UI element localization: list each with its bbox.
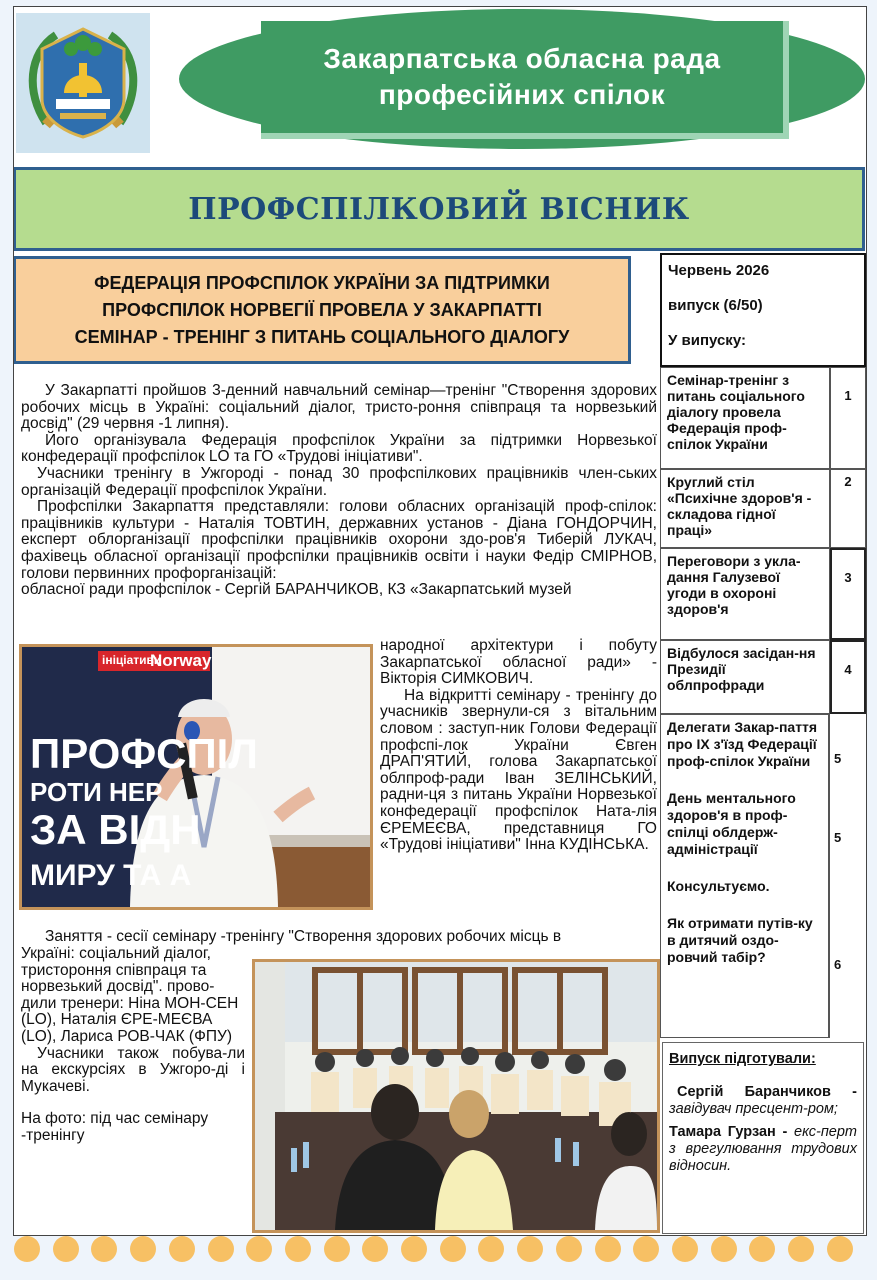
- norway-sign-small: ініціативи: [102, 653, 162, 667]
- decorative-dot: [711, 1236, 737, 1262]
- decorative-dot: [362, 1236, 388, 1262]
- photo-caption: На фото: під час семінару -тренінгу: [21, 1110, 209, 1144]
- banner-text: [30, 731, 258, 899]
- prepared-by: [662, 1042, 864, 1234]
- decorative-dot: [517, 1236, 543, 1262]
- toc-item[interactable]: Консультуємо.: [667, 878, 770, 894]
- newsletter-page: [13, 6, 867, 1236]
- toc-item[interactable]: Як отримати путів-ку в дитячий оздо-ровчий табір?: [667, 915, 813, 965]
- author-role: екс-перт з врегулювання трудових відносин.: [669, 1124, 858, 1174]
- article-paragraph: Україні: соціальний діалог, тристороння співпраця та норвезький досвід". прово-дили тренери: Ніна МОН-СЕН (LO), Наталія ЄРЕ-МЕЄВА (LO), Лариса РОВ-ЧАК (ФПУ): [21, 945, 239, 1045]
- toc-page-number: 1: [830, 367, 866, 469]
- article-body: [21, 383, 657, 599]
- decorative-dot: [169, 1236, 195, 1262]
- toc-page-number: 6: [834, 957, 842, 972]
- decorative-dot: [672, 1236, 698, 1262]
- author-role: завідувач пресцент-ром;: [669, 1101, 838, 1117]
- headline-line3: СЕМІНАР - ТРЕНІНГ З ПИТАНЬ СОЦІАЛЬНОГО ДІАЛОГУ: [74, 326, 570, 347]
- toc-page-number: 5: [834, 830, 842, 845]
- article-paragraph: У Закарпатті пройшов 3-денний навчальний семінар—тренінг "Створення здорових робочих місць в Україні: соціальний діалог, тристо-роння співпраця та норвезький досвід" (29 червня -1 липня).: [21, 382, 657, 433]
- article-paragraph: обласної ради профспілок - Сергій БАРАНЧИКОВ, КЗ «Закарпатський музей: [21, 581, 572, 599]
- article-paragraph: Його організувала Федерація профспілок України за підтримки Норвезької конфедерації профспілок LO та ГО «Трудові ініціативи".: [21, 431, 657, 466]
- in-issue-label: У випуску:: [668, 332, 746, 349]
- article-paragraph: Заняття - сесії семінару -тренінгу "Створення здорових робочих місць в: [45, 928, 562, 945]
- decorative-dot: [633, 1236, 659, 1262]
- toc-block: [660, 714, 830, 1038]
- article-paragraph: Профспілки Закарпаття представляли: голови обласних організацій проф-спілок: працівників культури - Наталія ТОВТИН, державних установ - Діана ГОНДОРЧИН, експерт облорганізації профспілки працівників охорони здо-ров'я Тиберій ЛУКАЧ, фахівець обласної організації профспілки працівників освіти і науки Федір СМІРНОВ, голови первинних профорганізацій:: [21, 498, 657, 582]
- article-body-column: [380, 638, 657, 854]
- decorative-dot: [749, 1236, 775, 1262]
- banner-text-line: РОТИ НЕР: [30, 777, 163, 807]
- banner-text-line: ПРОФСПІЛ: [30, 730, 258, 777]
- toc-item[interactable]: День ментального здоров'я в проф-спілці облдерж-адміністрації: [667, 790, 796, 857]
- toc-page-number: 5: [834, 751, 842, 766]
- org-title-line2: професійних спілок: [378, 79, 666, 110]
- org-title: [261, 21, 789, 139]
- article-body-column-left: [21, 946, 245, 1145]
- seminar-photo-image: [255, 962, 657, 1230]
- issue-number: випуск (6/50): [668, 297, 763, 314]
- article-paragraph: Учасники тренінгу в Ужгороді - понад 30 профспілкових працівників член-ських організацій Федерації профспілок України.: [21, 464, 657, 499]
- toc-item[interactable]: Переговори з укла-дання Галузевої угоди в охороні здоров'я: [660, 548, 830, 640]
- author-name: Сергій Баранчиков -: [677, 1084, 857, 1100]
- decorative-dot: [788, 1236, 814, 1262]
- banner-text-line: ЗА ВІДН: [30, 806, 201, 853]
- banner-text-line: МИРУ ТА А: [30, 859, 192, 892]
- speaker-photo: [19, 644, 373, 910]
- decorative-dot: [478, 1236, 504, 1262]
- headline-line1: ФЕДЕРАЦІЯ ПРОФСПІЛОК УКРАЇНИ ЗА ПІДТРИМКИ: [94, 272, 550, 293]
- decorative-dot: [208, 1236, 234, 1262]
- toc-page-number: 3: [830, 548, 866, 640]
- decorative-dot: [595, 1236, 621, 1262]
- org-title-line1: Закарпатська обласна рада: [323, 43, 721, 74]
- newsletter-title: ПРОФСПІЛКОВИЙ ВІСНИК: [188, 191, 690, 227]
- decorative-dot: [556, 1236, 582, 1262]
- author-name: Тамара Гурзан -: [669, 1124, 788, 1140]
- article-paragraph: народної архітектури і побуту Закарпатської обласної ради» - Вікторія СИМКОВИЧ.: [380, 637, 657, 688]
- decorative-dots: [0, 1236, 877, 1262]
- article-headline: [13, 256, 631, 364]
- decorative-dot: [130, 1236, 156, 1262]
- decorative-dot: [53, 1236, 79, 1262]
- toc-item[interactable]: Відбулося засідан-ня Президії облпрофради: [660, 640, 830, 714]
- decorative-dot: [440, 1236, 466, 1262]
- issue-info: [660, 253, 866, 367]
- article-body-line: [21, 929, 657, 946]
- decorative-dot: [246, 1236, 272, 1262]
- toc-item[interactable]: Делегати Закар-паття про IX з'їзд Федерації проф-спілок України: [667, 719, 818, 769]
- toc-item[interactable]: Семінар-тренінг з питань соціального діалогу провела Федерація проф-спілок України: [660, 367, 830, 469]
- decorative-dot: [827, 1236, 853, 1262]
- decorative-dot: [324, 1236, 350, 1262]
- prepared-by-heading: Випуск підготували:: [669, 1051, 816, 1067]
- toc-page-number: 4: [830, 640, 866, 714]
- norway-sign: Norway: [150, 651, 212, 670]
- toc-item[interactable]: Круглий стіл «Психічне здоров'я - складова гідної праці»: [660, 469, 830, 548]
- toc-page-number: 2: [830, 469, 866, 548]
- decorative-dot: [14, 1236, 40, 1262]
- decorative-dot: [285, 1236, 311, 1262]
- emblem-icon: [16, 13, 150, 153]
- article-paragraph: На відкритті семінару - тренінгу до учасників звернули-ся з вітальним словом : заступ-ник Голови Федерації профспі-лок України Євген ДРАП'ЯТИЙ, голова Закарпатської облпроф-ради Іван ЗЕЛІНСЬКИЙ, радни-ця з питань України Норвезької конфедерації профспілок Ната-лія ЄРЕМЕЄВА, представниця ГО «Трудові ініціативи" Інна КУДІНСЬКА.: [380, 686, 657, 854]
- decorative-dot: [401, 1236, 427, 1262]
- article-paragraph: Учасники також побува-ли на екскурсіях в Ужгоро-ді і Мукачеві.: [21, 1044, 245, 1095]
- newsletter-banner: [13, 167, 865, 251]
- issue-date: Червень 2026: [668, 262, 770, 279]
- headline-line2: ПРОФСПІЛОК НОРВЕГІЇ ПРОВЕЛА У ЗАКАРПАТТІ: [102, 299, 542, 320]
- decorative-dot: [91, 1236, 117, 1262]
- seminar-photo: [252, 959, 660, 1233]
